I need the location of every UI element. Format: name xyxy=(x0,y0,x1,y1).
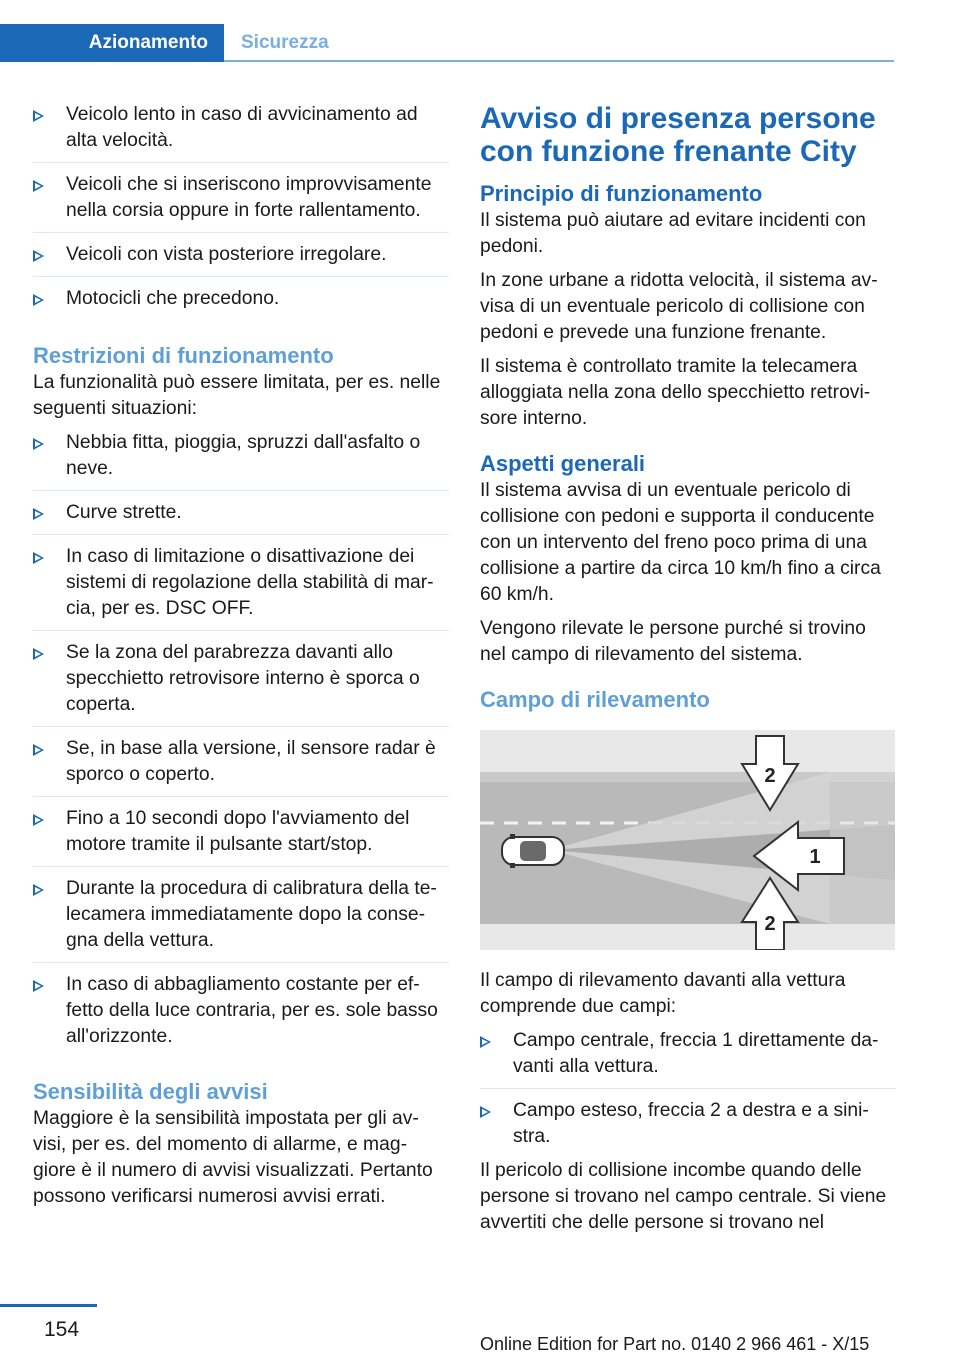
range-heading: Campo di rilevamento xyxy=(480,687,710,712)
list-item: Campo centrale, freccia 1 direttamente da-vanti alla vettura. xyxy=(480,1028,896,1089)
principle-paragraph: In zone urbane a ridotta velocità, il sistema av-visa di un eventuale pericolo di collisione con pedoni e prevede una funzione frenante. xyxy=(480,270,878,343)
triangle-bullet-icon xyxy=(33,250,44,262)
restrictions-list xyxy=(33,430,449,1058)
triangle-bullet-icon xyxy=(33,110,44,122)
triangle-bullet-icon xyxy=(33,980,44,992)
detection-range-figure xyxy=(480,730,895,950)
principle-paragraph: Il sistema può aiutare ad evitare incidenti con pedoni. xyxy=(480,210,866,257)
section-tab-active[interactable]: Azionamento xyxy=(0,24,224,62)
triangle-bullet-icon xyxy=(33,180,44,192)
svg-text:1: 1 xyxy=(809,846,821,868)
sensitivity-heading: Sensibilità degli avvisi xyxy=(33,1079,268,1104)
list-item: Campo esteso, freccia 2 a destra e a sini-stra. xyxy=(480,1098,896,1158)
section-tab-inactive[interactable]: Sicurezza xyxy=(241,32,329,53)
triangle-bullet-icon xyxy=(33,438,44,450)
svg-text:2: 2 xyxy=(764,765,776,787)
detection-range-diagram xyxy=(480,730,895,950)
general-heading: Aspetti generali xyxy=(480,451,646,476)
page-header xyxy=(0,24,894,62)
page-number: 154 xyxy=(44,1318,80,1341)
triangle-bullet-icon xyxy=(33,814,44,826)
triangle-bullet-icon xyxy=(480,1036,491,1048)
list-item: In caso di abbagliamento costante per ef-fetto della luce contraria, per es. sole basso all'orizzonte. xyxy=(33,972,449,1058)
triangle-bullet-icon xyxy=(33,294,44,306)
edition-text: Online Edition for Part no. 0140 2 966 461 - X/15 xyxy=(480,1334,870,1354)
restrictions-heading: Restrizioni di funzionamento xyxy=(33,343,334,368)
list-item: In caso di limitazione o disattivazione dei sistemi di regolazione della stabilità di mar-cia, per es. DSC OFF. xyxy=(33,544,449,631)
general-paragraph: Il sistema avvisa di un eventuale pericolo di collisione con pedoni e supporta il conducente con un intervento del freno poco prima di una collisione a partire da circa 10 km/h fino a circa 60 km/h. xyxy=(480,480,881,605)
left-column xyxy=(33,102,449,1218)
list-item: Curve strette. xyxy=(33,500,449,535)
list-item: Se la zona del parabrezza davanti allo specchietto retrovisore interno è sporca o coperta. xyxy=(33,640,449,727)
general-paragraph: Vengono rilevate le persone purché si trovino nel campo di rilevamento del sistema. xyxy=(480,618,866,665)
triangle-bullet-icon xyxy=(33,744,44,756)
list-item: Se, in base alla versione, il sensore radar è sporco o coperto. xyxy=(33,736,449,797)
car-icon xyxy=(502,834,564,868)
range-list xyxy=(480,1028,896,1158)
right-column xyxy=(480,102,896,1244)
range-intro: Il campo di rilevamento davanti alla vettura comprende due campi: xyxy=(480,970,846,1017)
closing-text: Il pericolo di collisione incombe quando delle persone si trovano nel campo centrale. Si viene avvertiti che delle persone si trovano nel xyxy=(480,1160,887,1233)
list-item: Veicolo lento in caso di avvicinamento ad alta velocità. xyxy=(33,102,449,163)
list-item: Durante la procedura di calibratura della te-lecamera immediatamente dopo la conse-gna della vettura. xyxy=(33,876,449,963)
list-item: Veicoli con vista posteriore irregolare. xyxy=(33,242,449,277)
situations-list xyxy=(33,102,449,320)
list-item: Nebbia fitta, pioggia, spruzzi dall'asfalto o neve. xyxy=(33,430,449,491)
principle-heading: Principio di funzionamento xyxy=(480,181,763,206)
footer-divider xyxy=(0,1304,97,1307)
sensitivity-text: Maggiore è la sensibilità impostata per gli av-visi, per es. del momento di allarme, e mag-giore è il numero di avvisi visualizzati. Pertanto possono verificarsi numerosi avvisi errati. xyxy=(33,1108,433,1207)
triangle-bullet-icon xyxy=(480,1106,491,1118)
svg-text:2: 2 xyxy=(764,913,776,935)
section-title: Avviso di presenza persone con funzione frenante City xyxy=(480,102,876,168)
list-item: Motocicli che precedono. xyxy=(33,286,449,320)
triangle-bullet-icon xyxy=(33,508,44,520)
principle-paragraph: Il sistema è controllato tramite la telecamera alloggiata nella zona dello specchietto retrovi-sore interno. xyxy=(480,356,871,429)
list-item: Veicoli che si inseriscono improvvisamente nella corsia oppure in forte rallentamento. xyxy=(33,172,449,233)
header-divider xyxy=(224,60,894,62)
list-item: Fino a 10 secondi dopo l'avviamento del motore tramite il pulsante start/stop. xyxy=(33,806,449,867)
restrictions-intro: La funzionalità può essere limitata, per es. nelle seguenti situazioni: xyxy=(33,372,441,419)
triangle-bullet-icon xyxy=(33,648,44,660)
triangle-bullet-icon xyxy=(33,884,44,896)
triangle-bullet-icon xyxy=(33,552,44,564)
